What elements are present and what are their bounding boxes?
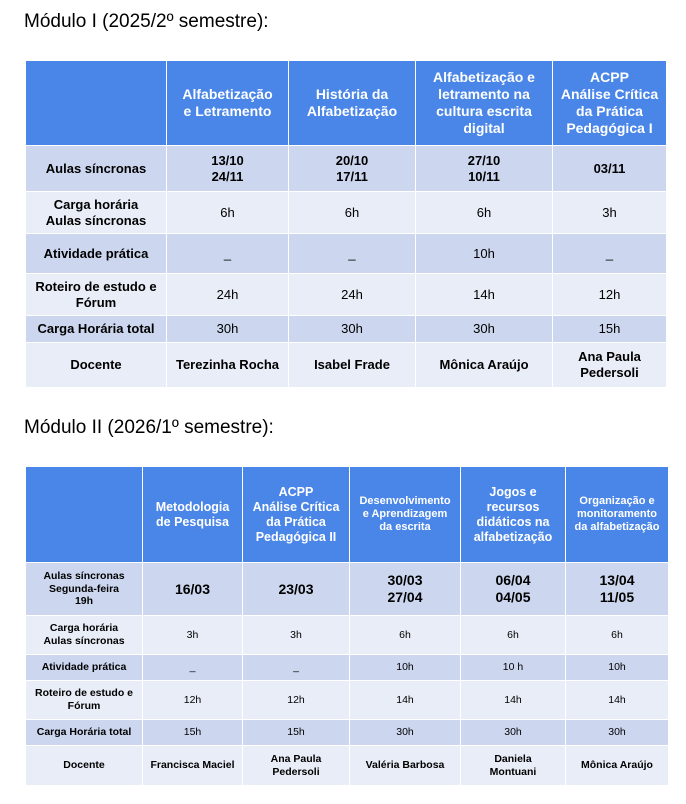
header-corner xyxy=(26,61,167,146)
study-guide-row xyxy=(26,274,667,316)
text-line: alfabetização xyxy=(473,529,553,544)
sync-hours-row xyxy=(26,616,669,655)
cell: 24h xyxy=(167,274,289,316)
cell: 15h xyxy=(243,720,350,746)
cell: 10 h xyxy=(461,655,566,681)
text-line: letramento na xyxy=(438,86,530,103)
row-label xyxy=(26,720,143,746)
text-line: Jogos e xyxy=(489,484,537,499)
text-line: didáticos na xyxy=(476,514,550,529)
course-header xyxy=(461,467,566,563)
cell: 3h xyxy=(243,616,350,655)
cell: _ xyxy=(143,655,243,681)
cell xyxy=(566,563,669,616)
text-line: Pedagógica II xyxy=(255,529,337,544)
text-line: Pedersoli xyxy=(580,365,639,380)
row-label xyxy=(26,563,143,616)
text-line: Organização e xyxy=(579,494,655,507)
teacher-name xyxy=(416,343,553,388)
text-line: Alfabetização xyxy=(306,103,398,119)
cell: 6h xyxy=(416,192,553,234)
text-line: da Prática xyxy=(266,514,326,529)
course-header xyxy=(143,467,243,563)
row-label xyxy=(26,343,167,388)
text-line: Carga Horária total xyxy=(37,321,155,337)
row-label xyxy=(26,655,143,681)
cell: 14h xyxy=(350,681,461,720)
row-label xyxy=(26,146,167,192)
text-line: Atividade prática xyxy=(41,661,127,674)
cell: 12h xyxy=(243,681,350,720)
cell xyxy=(289,146,416,192)
cell: _ xyxy=(243,655,350,681)
text-line: monitoramento xyxy=(576,507,658,520)
cell: 14h xyxy=(416,274,553,316)
text-line: Pedersoli xyxy=(272,765,320,778)
cell: _ xyxy=(289,234,416,274)
teacher-name xyxy=(167,343,289,388)
cell: 3h xyxy=(143,616,243,655)
course-header xyxy=(167,61,289,146)
text-line: Análise Crítica xyxy=(252,499,340,514)
text-line: Aulas síncronas xyxy=(45,212,147,228)
text-line: 17/11 xyxy=(336,168,368,184)
teacher-row xyxy=(26,343,667,388)
text-line: Ana Paula xyxy=(578,349,641,365)
cell: 10h xyxy=(416,234,553,274)
text-line: Pedagógica I xyxy=(566,119,653,136)
text-line: Desenvolvimento xyxy=(359,494,451,507)
module-1-title: Módulo I (2025/2º semestre): xyxy=(24,11,269,32)
cell: _ xyxy=(553,234,667,274)
text-line: digital xyxy=(463,119,505,136)
course-header xyxy=(566,467,669,563)
module-1-table xyxy=(25,60,667,388)
text-line: Carga horária xyxy=(53,196,139,212)
text-line: Carga horária xyxy=(49,622,119,635)
text-line: Mônica Araújo xyxy=(581,759,653,772)
text-line: 13/04 xyxy=(599,572,635,589)
cell: 3h xyxy=(553,192,667,234)
text-line: Metodologia xyxy=(155,499,230,514)
text-line: 24/11 xyxy=(211,168,244,184)
row-label xyxy=(26,192,167,234)
cell: 30h xyxy=(167,316,289,343)
text-line: Terezinha Rocha xyxy=(175,357,280,373)
cell: 6h xyxy=(289,192,416,234)
text-line: Carga Horária total xyxy=(36,726,132,739)
module-2-title: Módulo II (2026/1º semestre): xyxy=(24,417,274,438)
row-label xyxy=(26,316,167,343)
practical-activity-row xyxy=(26,234,667,274)
text-line: da alfabetização xyxy=(574,521,660,534)
text-line: Ana Paula xyxy=(270,752,322,765)
text-line: da Prática xyxy=(576,103,643,119)
text-line: cultura escrita xyxy=(436,103,532,119)
cell: 12h xyxy=(553,274,667,316)
text-line: Valéria Barbosa xyxy=(365,759,445,772)
text-line: Isabel Frade xyxy=(314,357,390,373)
total-hours-row xyxy=(26,316,667,343)
header-row xyxy=(26,61,667,146)
text-line: Alfabetização xyxy=(182,86,273,103)
text-line: de Pesquisa xyxy=(156,514,229,529)
sync-hours-row xyxy=(26,192,667,234)
teacher-name xyxy=(461,746,566,786)
cell: 6h xyxy=(566,616,669,655)
header-corner xyxy=(26,467,143,563)
module-2-table xyxy=(25,466,669,786)
synchronous-classes-row xyxy=(26,563,669,616)
course-header xyxy=(416,61,553,146)
text-line: ACPP xyxy=(590,69,629,86)
text-line: História da xyxy=(315,86,389,103)
text-line: Fórum xyxy=(75,294,117,310)
cell: 30h xyxy=(461,720,566,746)
cell: _ xyxy=(167,234,289,274)
text-line: 13/10 xyxy=(211,152,244,168)
text-line: Atividade prática xyxy=(43,245,149,261)
text-line: Daniela xyxy=(494,752,532,765)
cell: 30h xyxy=(566,720,669,746)
cell: 15h xyxy=(553,316,667,343)
course-header xyxy=(243,467,350,563)
cell: 10h xyxy=(566,655,669,681)
row-label xyxy=(26,234,167,274)
row-label xyxy=(26,746,143,786)
practical-activity-row xyxy=(26,655,669,681)
cell xyxy=(167,146,289,192)
text-line: 16/03 xyxy=(174,580,211,597)
text-line: 27/10 xyxy=(467,152,501,168)
cell: 10h xyxy=(350,655,461,681)
cell: 30h xyxy=(350,720,461,746)
cell xyxy=(143,563,243,616)
text-line: da escrita xyxy=(379,521,431,534)
text-line: 10/11 xyxy=(468,168,500,184)
text-line: Mônica Araújo xyxy=(439,357,529,373)
teacher-name xyxy=(243,746,350,786)
cell: 30h xyxy=(289,316,416,343)
text-line: 04/05 xyxy=(495,589,531,605)
row-label xyxy=(26,681,143,720)
cell: 30h xyxy=(416,316,553,343)
text-line: Análise Crítica xyxy=(560,86,659,103)
cell: 15h xyxy=(143,720,243,746)
cell: 24h xyxy=(289,274,416,316)
text-line: 30/03 xyxy=(387,572,423,589)
text-line: e Aprendizagem xyxy=(362,507,448,520)
cell: 6h xyxy=(461,616,566,655)
cell: 6h xyxy=(350,616,461,655)
text-line: 23/03 xyxy=(278,580,314,597)
text-line: Docente xyxy=(70,357,122,373)
cell xyxy=(553,146,667,192)
text-line: Aulas síncronas xyxy=(43,570,125,583)
cell xyxy=(243,563,350,616)
cell xyxy=(350,563,461,616)
text-line: Aulas síncronas xyxy=(45,160,147,176)
teacher-name xyxy=(553,343,667,388)
teacher-name xyxy=(350,746,461,786)
text-line: Docente xyxy=(63,759,105,772)
text-line: 03/11 xyxy=(593,160,626,176)
text-line: Aulas síncronas xyxy=(43,635,125,647)
header-row xyxy=(26,467,669,563)
text-line: Segunda-feira xyxy=(48,582,119,595)
text-line: 06/04 xyxy=(495,572,531,589)
teacher-name xyxy=(566,746,669,786)
text-line: Roteiro de estudo e xyxy=(35,278,157,294)
cell xyxy=(416,146,553,192)
text-line: 20/10 xyxy=(335,152,369,168)
text-line: Fórum xyxy=(67,700,101,712)
course-header xyxy=(289,61,416,146)
text-line: 27/04 xyxy=(387,589,423,605)
cell: 6h xyxy=(167,192,289,234)
row-label xyxy=(26,274,167,316)
course-header xyxy=(553,61,667,146)
text-line: 11/05 xyxy=(599,589,635,605)
cell: 14h xyxy=(461,681,566,720)
cell xyxy=(461,563,566,616)
cell: 14h xyxy=(566,681,669,720)
text-line: Francisca Maciel xyxy=(150,759,235,772)
text-line: Roteiro de estudo e xyxy=(34,687,133,700)
text-line: Montuani xyxy=(489,765,537,778)
total-hours-row xyxy=(26,720,669,746)
text-line: recursos xyxy=(486,499,540,514)
cell: 12h xyxy=(143,681,243,720)
text-line: 19h xyxy=(74,595,94,608)
text-line: ACPP xyxy=(278,484,314,499)
teacher-name xyxy=(289,343,416,388)
study-guide-row xyxy=(26,681,669,720)
row-label xyxy=(26,616,143,655)
text-line: e Letramento xyxy=(183,103,272,119)
text-line: Alfabetização e xyxy=(433,69,535,86)
teacher-name xyxy=(143,746,243,786)
synchronous-classes-row xyxy=(26,146,667,192)
course-header xyxy=(350,467,461,563)
teacher-row xyxy=(26,746,669,786)
